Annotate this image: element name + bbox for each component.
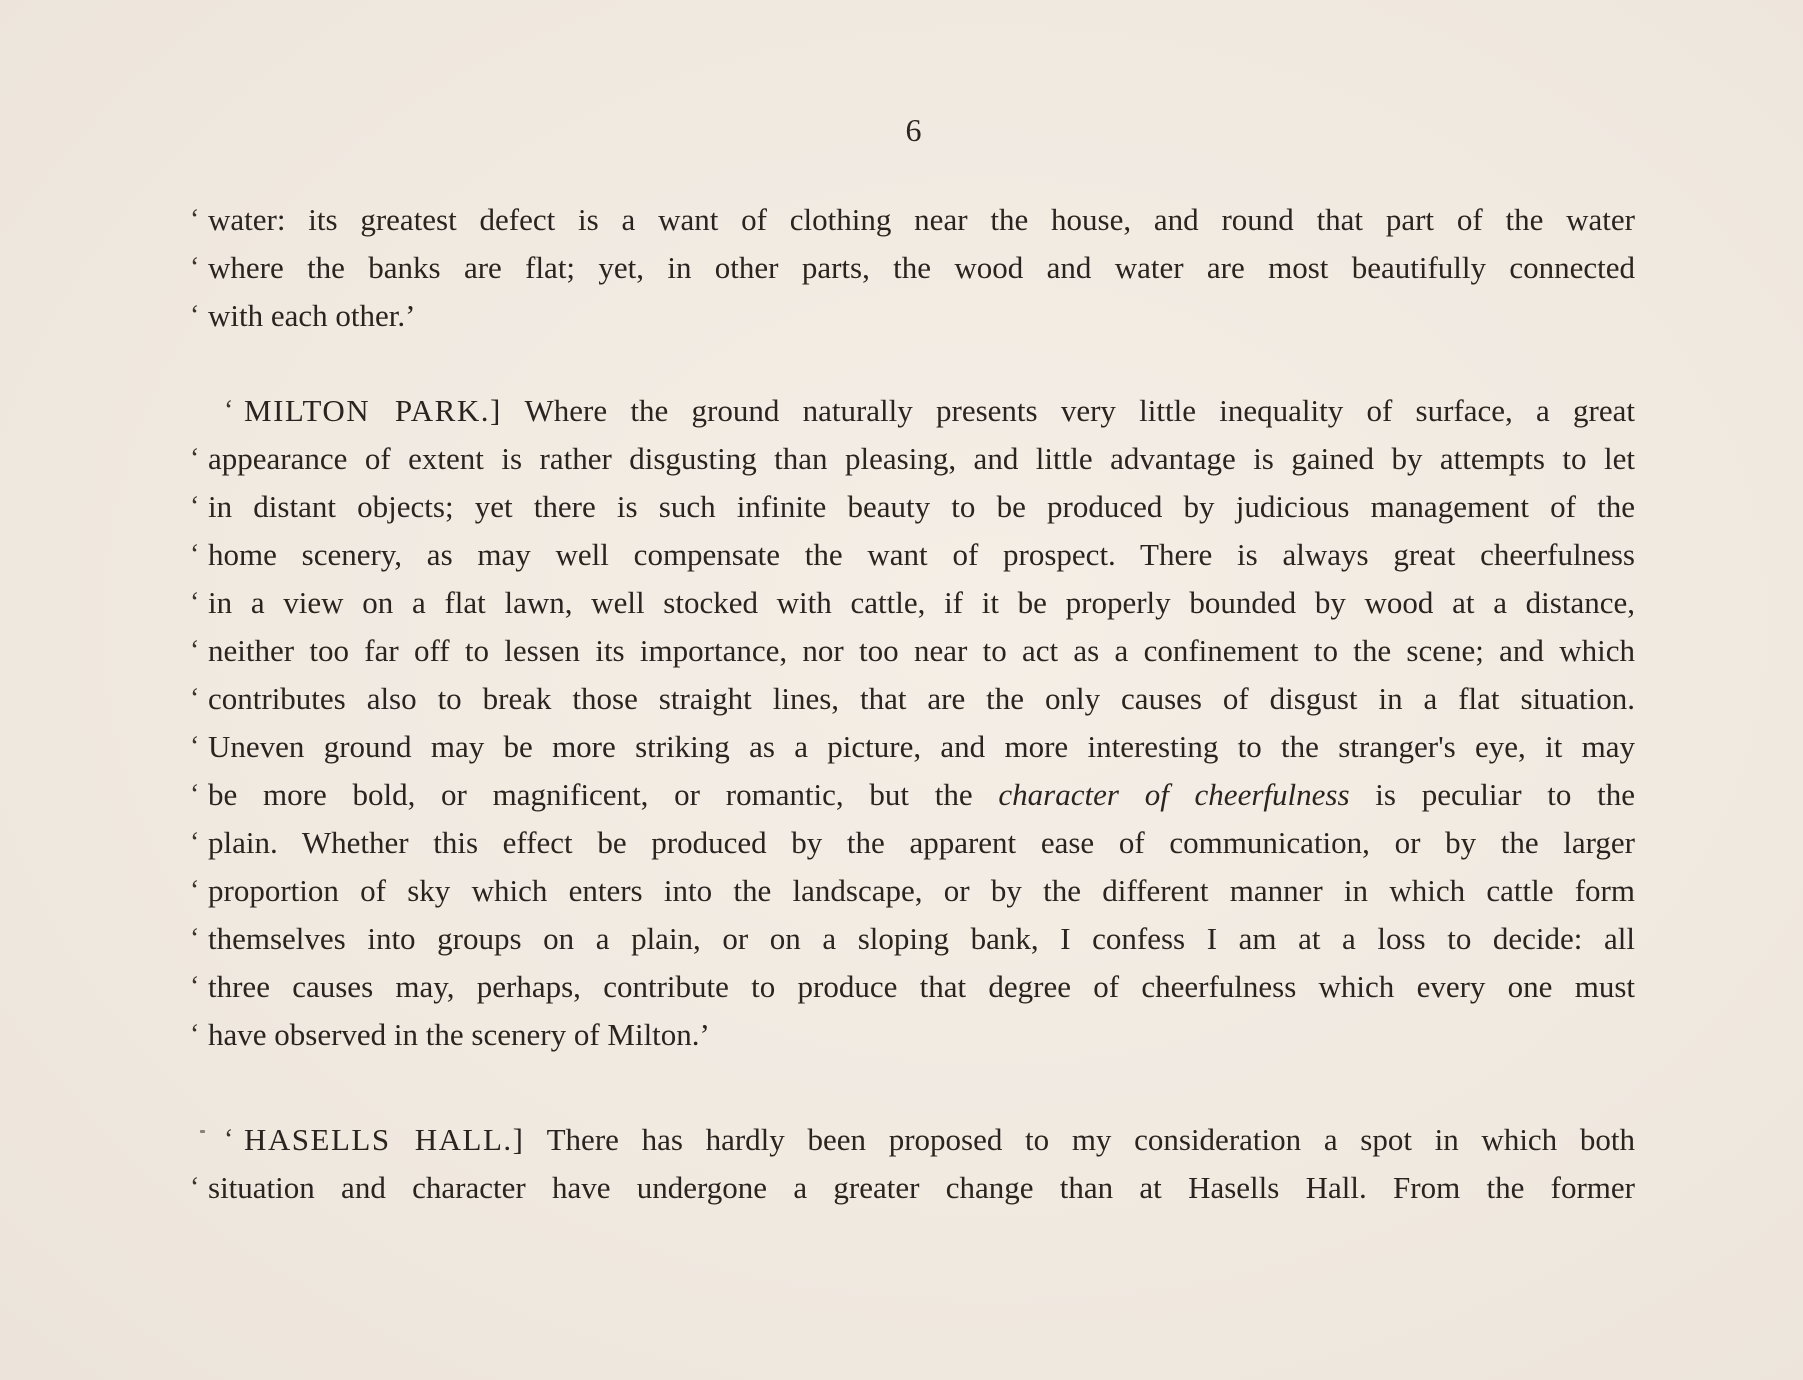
text-line [190,292,1635,340]
text-line [190,531,1635,579]
line-text: Where the ground naturally presents very little inequality of surface, a great [524,393,1635,428]
line-text: home scenery, as may well compensate the want of prospect. There is always great cheerfulness [208,537,1635,572]
quote-mark: ‘ [190,731,200,762]
text-line [190,1164,1635,1212]
ink-speck [200,1130,205,1133]
paragraph-hasells-hall [190,1116,1635,1212]
quote-mark: ‘ [190,779,200,810]
page-number: 6 [905,112,923,148]
line-text: themselves into groups on a plain, or on a sloping bank, I confess I am at a loss to decide: all [208,921,1635,956]
text-line [190,244,1635,292]
quote-mark: ‘ [190,635,200,666]
quote-mark: ‘ [190,491,200,522]
line-text: have observed in the scenery of Milton.’ [208,1017,710,1052]
text-line [190,819,1635,867]
quote-mark: ‘ [190,971,200,1002]
text-line [190,435,1635,483]
line-text: plain. Whether this effect be produced by the apparent ease of communication, or by the larger [208,825,1635,860]
quote-mark: ‘ [224,395,234,426]
quote-mark: ‘ [190,683,200,714]
quote-mark: ‘ [190,875,200,906]
text-line [190,1116,1635,1164]
text-line [190,771,1635,819]
text-line [190,867,1635,915]
line-text: proportion of sky which enters into the landscape, or by the different manner in which cattle form [208,873,1635,908]
quote-mark: ‘ [190,204,200,235]
text-line [190,1011,1635,1059]
text-line [190,915,1635,963]
text-line [190,963,1635,1011]
quote-mark: ‘ [190,443,200,474]
line-text: neither too far off to lessen its importance, nor too near to act as a confinement to the scene; and which [208,633,1635,668]
text-line [190,579,1635,627]
text-line [190,387,1635,435]
quote-mark: ‘ [190,587,200,618]
paragraph-continuation [190,196,1635,340]
line-text: in a view on a flat lawn, well stocked with cattle, if it be properly bounded by wood at a distance, [208,585,1635,620]
quote-mark: ‘ [190,827,200,858]
section-heading-milton-park: MILTON PARK.] [244,393,502,428]
quote-mark: ‘ [224,1124,234,1155]
text-line [190,483,1635,531]
text-line [190,196,1635,244]
line-text: water: its greatest defect is a want of clothing near the house, and round that part of the water [208,202,1635,237]
quote-mark: ‘ [190,539,200,570]
line-text: with each other.’ [208,298,416,333]
quote-mark: ‘ [190,300,200,331]
quote-mark: ‘ [190,1019,200,1050]
italic-phrase: character of cheerfulness [998,777,1350,812]
line-text: in distant objects; yet there is such infinite beauty to be produced by judicious management of the [208,489,1635,524]
quote-mark: ‘ [190,923,200,954]
line-text: situation and character have undergone a greater change than at Hasells Hall. From the former [208,1170,1635,1205]
text-line [190,627,1635,675]
line-text: where the banks are flat; yet, in other parts, the wood and water are most beautifully connected [208,250,1635,285]
line-text: There has hardly been proposed to my consideration a spot in which both [546,1122,1635,1157]
line-text: three causes may, perhaps, contribute to produce that degree of cheerfulness which every one must [208,969,1635,1004]
line-text: contributes also to break those straight lines, that are the only causes of disgust in a flat situation. [208,681,1635,716]
quote-mark: ‘ [190,252,200,283]
line-text-before: be more bold, or magnificent, or romantic, but the [208,777,973,812]
line-text-after: is peculiar to the [1375,777,1635,812]
text-line [190,723,1635,771]
line-text: appearance of extent is rather disgusting than pleasing, and little advantage is gained by attempts to let [208,441,1635,476]
line-text: Uneven ground may be more striking as a picture, and more interesting to the stranger's eye, it may [208,729,1635,764]
paragraph-milton-park [190,387,1635,1059]
quote-mark: ‘ [190,1172,200,1203]
text-line [190,675,1635,723]
section-heading-hasells-hall: HASELLS HALL.] [244,1122,525,1157]
